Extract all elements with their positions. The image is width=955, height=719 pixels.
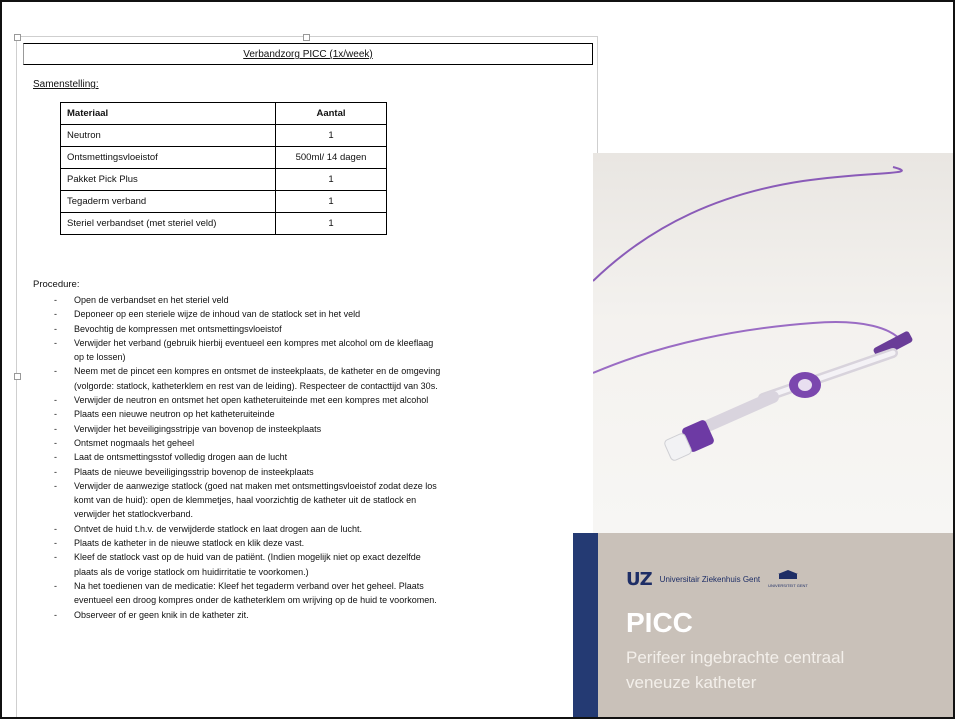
header-amount: Aantal (276, 103, 387, 125)
bullet-dash: - (54, 452, 57, 463)
procedure-step (33, 322, 593, 336)
table-row (61, 125, 387, 147)
step-text: Plaats de nieuwe beveiligingsstrip bovenop de insteekplaats (74, 466, 314, 477)
procedure-step (33, 579, 593, 608)
procedure-step (33, 550, 593, 579)
institution-name: Universitair Ziekenhuis Gent (659, 575, 761, 584)
procedure-step (33, 393, 593, 407)
step-text: Ontsmet nogmaals het geheel (74, 437, 195, 448)
table-header-row (61, 103, 387, 125)
table-row (61, 191, 387, 213)
step-text: Open de verbandset en het steriel veld (74, 295, 229, 305)
bullet-dash: - (54, 480, 57, 491)
bullet-dash: - (54, 609, 57, 620)
procedure-list (33, 293, 593, 622)
cell-material: Tegaderm verband (61, 191, 276, 213)
step-text: Plaats een nieuwe neutron op het katheteruiteinde (74, 409, 275, 420)
document-title: Verbandzorg PICC (1x/week) (243, 49, 373, 60)
procedure-step (33, 479, 593, 522)
cell-amount: 1 (276, 125, 387, 147)
resize-handle-top-left[interactable] (14, 34, 21, 41)
table-row (61, 147, 387, 169)
brochure-subtitle-line-2: veneuze katheter (626, 673, 757, 692)
cell-material: Pakket Pick Plus (61, 169, 276, 191)
brochure-accent-strip (573, 533, 598, 719)
resize-handle-top[interactable] (303, 34, 310, 41)
step-text: Laat de ontsmettingsstof volledig drogen aan de lucht (74, 452, 288, 463)
brochure-subtitle-line-1: Perifeer ingebrachte centraal (626, 648, 845, 667)
procedure-step (33, 364, 593, 393)
step-text: Na het toedienen van de medicatie: Kleef het tegaderm verband over het geheel. Plaats (74, 580, 424, 591)
brochure-cover-panel (598, 533, 955, 719)
step-text: verwijder het statlockverband. (74, 509, 194, 520)
procedure-step (33, 293, 593, 307)
step-text: Verwijder de aanwezige statlock (goed nat maken met ontsmettingsvloeistof zodat deze los (74, 480, 437, 491)
step-text: Verwijder de neutron en ontsmet het open katheteruiteinde met een kompres met alcohol (74, 395, 429, 406)
step-text: Observeer of er geen knik in de katheter zit. (74, 609, 249, 620)
table-row (61, 169, 387, 191)
seal-icon (777, 570, 799, 580)
step-text: Neem met de pincet een kompres en ontsmet de insteekplaats, de katheter en de omgeving (74, 366, 441, 377)
step-text: op te lossen) (74, 352, 126, 363)
procedure-step (33, 422, 593, 436)
bullet-dash: - (54, 395, 57, 406)
cell-amount: 500ml/ 14 dagen (276, 147, 387, 169)
procedure-heading: Procedure: (33, 279, 80, 290)
title-box (23, 43, 593, 65)
bullet-dash: - (54, 466, 57, 477)
brand-row (626, 569, 808, 590)
procedure-step (33, 450, 593, 464)
procedure-step (33, 307, 593, 321)
header-material: Materiaal (61, 103, 276, 125)
materials-table (60, 102, 387, 235)
bullet-dash: - (54, 309, 57, 320)
step-text: Deponeer op een steriele wijze de inhoud van de statlock set in het veld (74, 309, 361, 320)
catheter-illustration (593, 153, 955, 533)
cell-material: Steriel verbandset (met steriel veld) (61, 213, 276, 235)
step-text: eventueel een droog kompres onder de katheterklem om wrijving op de huid te voorkomen. (74, 595, 437, 606)
cell-material: Neutron (61, 125, 276, 147)
step-text: plaats als de vorige statlock om huidirritatie te voorkomen.) (74, 566, 309, 577)
bullet-dash: - (54, 337, 57, 348)
step-text: Verwijder het verband (gebruik hierbij eventueel een kompres met alcohol om de kleeflaag (74, 337, 434, 348)
bullet-dash: - (54, 295, 57, 305)
bullet-dash: - (54, 437, 57, 448)
bullet-dash: - (54, 366, 57, 377)
bullet-dash: - (54, 323, 57, 334)
procedure-step (33, 522, 593, 536)
step-text: komt van de huid): open de klemmetjes, haal voorzichtig de katheter uit de statlock en (74, 495, 417, 506)
bullet-dash: - (54, 552, 57, 563)
step-text: Kleef de statlock vast op de huid van de patiënt. (Indien mogelijk niet op exact dezelfde (74, 552, 421, 563)
bullet-dash: - (54, 423, 57, 434)
step-text: Bevochtig de kompressen met ontsmettingsvloeistof (74, 323, 282, 334)
university-seal: UNIVERSITEIT GENT (768, 570, 808, 590)
bullet-dash: - (54, 580, 57, 591)
cell-amount: 1 (276, 169, 387, 191)
step-text: Plaats de katheter in de nieuwe statlock en klik deze vast. (74, 538, 305, 549)
bullet-dash: - (54, 409, 57, 420)
cell-amount: 1 (276, 191, 387, 213)
cell-amount: 1 (276, 213, 387, 235)
procedure-step (33, 336, 593, 365)
procedure-step (33, 536, 593, 550)
brochure-title: PICC (626, 607, 693, 638)
uz-logo: UZ (626, 569, 652, 590)
procedure-step (33, 465, 593, 479)
table-row (61, 213, 387, 235)
resize-handle-left[interactable] (14, 373, 21, 380)
document-page (16, 36, 598, 719)
composition-heading: Samenstelling: (33, 79, 99, 90)
procedure-step (33, 436, 593, 450)
step-text: (volgorde: statlock, katheterklem en rest van de leiding). Respecteer de contacttijd van 30s. (74, 380, 438, 391)
step-text: Verwijder het beveiligingsstripje van bovenop de insteekplaats (74, 423, 322, 434)
catheter-photo (593, 153, 955, 533)
procedure-step (33, 608, 593, 622)
cell-material: Ontsmettingsvloeistof (61, 147, 276, 169)
step-text: Ontvet de huid t.h.v. de verwijderde statlock en laat drogen aan de lucht. (74, 523, 363, 534)
bullet-dash: - (54, 538, 57, 549)
bullet-dash: - (54, 523, 57, 534)
procedure-step (33, 407, 593, 421)
